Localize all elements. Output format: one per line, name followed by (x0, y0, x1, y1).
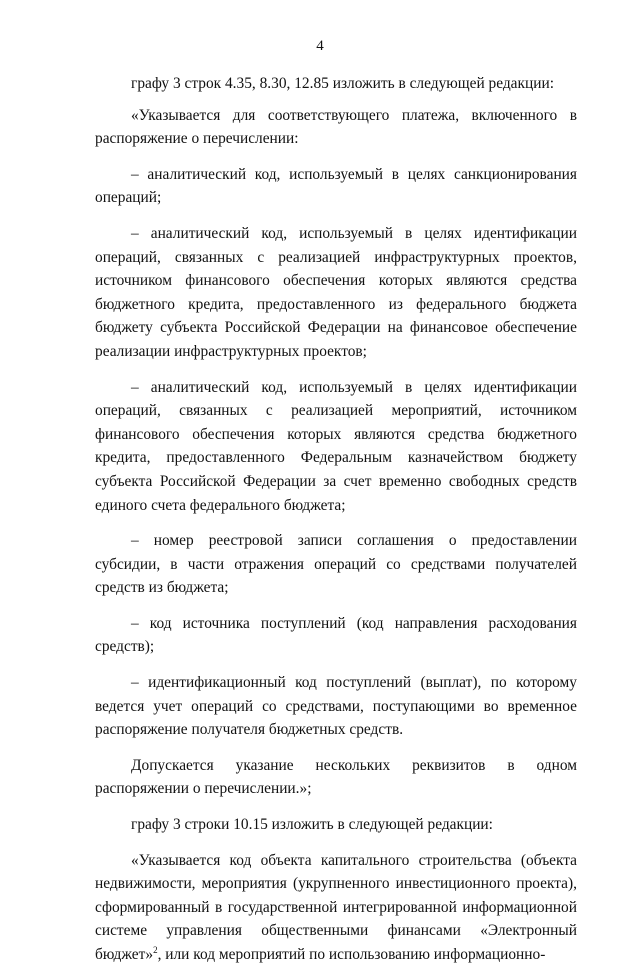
paragraph-11 (95, 849, 577, 967)
paragraph-5: – аналитический код, используемый в целях идентификации операций, связанных с реализацией мероприятий, источником финансового обеспечения которых являются средства бюджетного кредита, предоставленного Федеральным казначейством бюджету субъекта Российской Федерации за счет временно свободных средств единого счета федерального бюджета; (95, 378, 577, 514)
page-number: 4 (316, 38, 324, 54)
paragraph-9: Допускается указание нескольких реквизитов в одном распоряжении о перечислении.»; (95, 756, 577, 798)
paragraph-11-continuation: , или код мероприятий по использованию информационно- (157, 946, 546, 963)
footnote-marker[interactable]: 2 (153, 944, 158, 955)
paragraph-3: – аналитический код, используемый в целях санкционирования операций; (95, 165, 577, 207)
paragraph-1: графу 3 строк 4.35, 8.30, 12.85 изложить в следующей редакции: (131, 75, 554, 92)
paragraph-8: – идентификационный код поступлений (выплат), по которому ведется учет операций со средствами, поступающими во временное распоряжение получателя бюджетных средств. (95, 674, 577, 739)
document-body (95, 72, 577, 979)
paragraph-4: – аналитический код, используемый в целях идентификации операций, связанных с реализацией инфраструктурных проектов, источником финансового обеспечения которых являются средства бюджетного кредита, предоставленного из федерального бюджета бюджету субъекта Российской Федерации на финансовое обеспечение реализации инфраструктурных проектов; (95, 224, 577, 360)
paragraph-2: «Указывается для соответствующего платежа, включенного в распоряжение о перечислении: (95, 106, 577, 148)
paragraph-7: – код источника поступлений (код направления расходования средств); (95, 614, 577, 656)
paragraph-6: – номер реестровой записи соглашения о предоставлении субсидии, в части отражения операций со средствами получателей средств из бюджета; (95, 532, 577, 597)
paragraph-10: графу 3 строки 10.15 изложить в следующей редакции: (131, 816, 493, 834)
paragraph-11-text: «Указывается код объекта капитального строительства (объекта недвижимости, мероприятия (укрупненного инвестиционного проекта), сформированный в государственной интегрированной информационной системе управления общественными финансами «Электронный бюджет» (95, 851, 577, 963)
